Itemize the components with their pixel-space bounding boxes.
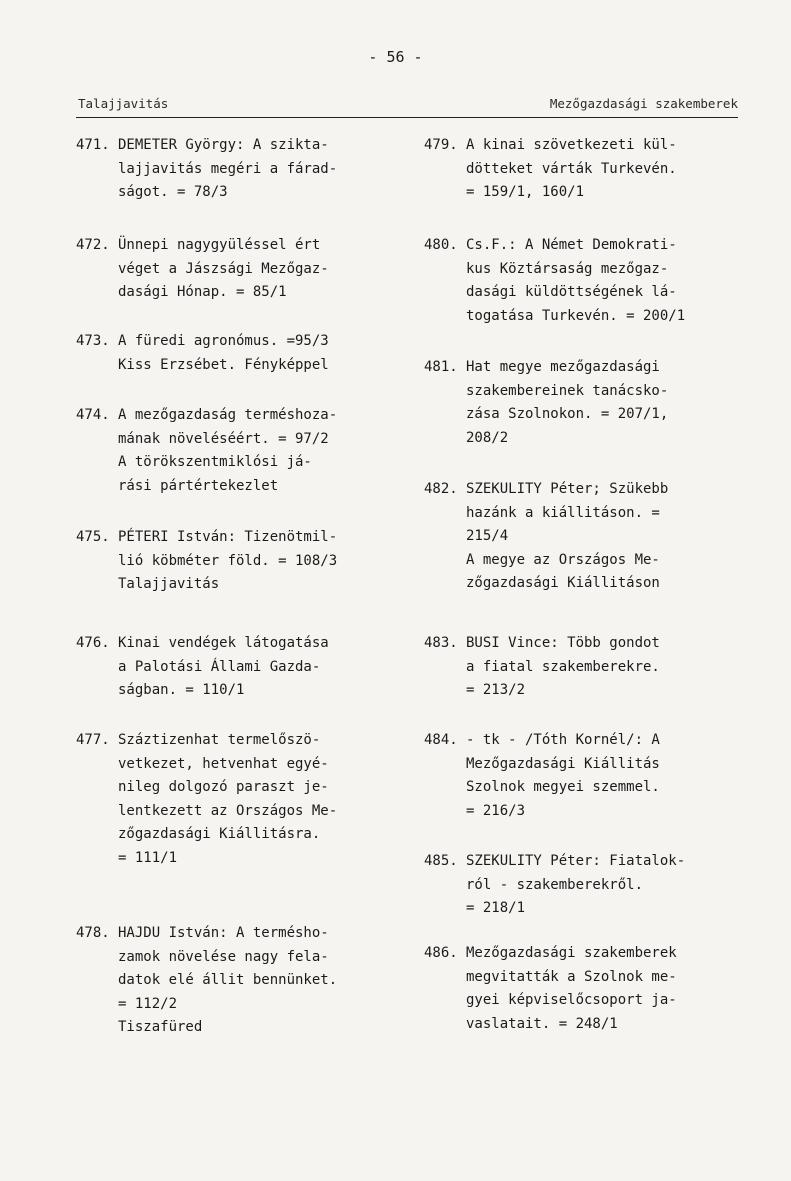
entry-number: 480. — [424, 237, 458, 253]
entry-number: 477. — [76, 732, 110, 748]
entry-473 — [76, 330, 329, 377]
entry-line: A kinai szövetkezeti kül- — [466, 137, 677, 153]
entry-line: 208/2 — [466, 429, 509, 446]
entry-line: Száztizenhat termelőszö- — [118, 732, 321, 748]
entry-number: 471. — [76, 137, 110, 153]
entry-line: mának növeléséért. = 97/2 — [118, 430, 329, 447]
entry-line: SZEKULITY Péter: Fiatalok- — [466, 853, 686, 869]
entry-note: A törökszentmiklósi já- — [118, 454, 312, 470]
entry-line: zása Szolnokon. = 207/1, — [466, 406, 669, 422]
entry-text — [118, 922, 337, 1040]
entry-482 — [424, 478, 668, 596]
entry-line: lentkezett az Országos Me- — [118, 802, 338, 819]
entry-number: 472. — [76, 237, 110, 253]
entry-number: 485. — [424, 853, 458, 869]
entry-478 — [76, 922, 337, 1040]
entry-number: 475. — [76, 529, 110, 545]
entry-line: lió köbméter föld. = 108/3 — [118, 552, 338, 569]
entry-line: A füredi agronómus. =95/3 — [118, 333, 329, 349]
entry-line: = 213/2 — [466, 682, 526, 698]
entry-line: A mezőgazdaság terméshoza- — [118, 407, 338, 423]
entry-line: - tk - /Tóth Kornél/: A — [466, 732, 660, 748]
entry-line: Szolnok megyei szemmel. — [466, 779, 660, 795]
entry-number: 482. — [424, 481, 458, 497]
entry-note: rási pártértekezlet — [118, 477, 279, 494]
entry-text — [118, 526, 337, 597]
entry-line: hazánk a kiállitáson. = — [466, 504, 660, 521]
entry-line: vetkezet, hetvenhat egyé- — [118, 755, 329, 772]
entry-note: zőgazdasági Kiállitáson — [466, 575, 660, 591]
entry-line: ról - szakemberekről. — [466, 876, 644, 893]
entry-text — [466, 478, 668, 596]
entry-line: nileg dolgozó paraszt je- — [118, 779, 329, 795]
entry-note: Tiszafüred — [118, 1019, 203, 1035]
entry-text — [118, 234, 329, 305]
page-number: - 56 - — [368, 48, 423, 66]
entry-line: szakembereinek tanácsko- — [466, 382, 669, 399]
entry-line: Cs.F.: A Német Demokrati- — [466, 237, 677, 253]
entry-480 — [424, 234, 685, 328]
header-divider — [76, 117, 738, 118]
entry-line: a fiatal szakemberekre. — [466, 658, 660, 675]
entry-472 — [76, 234, 329, 305]
entry-484 — [424, 729, 660, 823]
entry-number: 478. — [76, 925, 110, 941]
entry-text — [118, 632, 329, 703]
entry-text — [118, 404, 337, 498]
entry-text — [118, 729, 337, 870]
entry-line: = 112/2 — [118, 995, 178, 1012]
entry-474 — [76, 404, 337, 498]
entry-486 — [424, 942, 677, 1036]
entry-line: Mezőgazdasági Kiállitás — [466, 755, 660, 772]
entry-line: DEMETER György: A szikta- — [118, 137, 329, 153]
entry-line: zamok növelése nagy fela- — [118, 948, 329, 965]
entry-number: 476. — [76, 635, 110, 651]
entry-note: A megye az Országos Me- — [466, 551, 660, 568]
entry-number: 474. — [76, 407, 110, 423]
entry-number: 484. — [424, 732, 458, 748]
entry-line: = 111/1 — [118, 849, 178, 866]
entry-line: = 216/3 — [466, 802, 526, 819]
entry-485 — [424, 850, 685, 921]
header-right-title: Mezőgazdasági szakemberek — [549, 96, 738, 111]
entry-line: ságot. = 78/3 — [118, 184, 228, 200]
entry-text — [118, 330, 329, 377]
entry-number: 486. — [424, 945, 458, 961]
entry-text — [466, 850, 685, 921]
entry-line: SZEKULITY Péter; Szükebb — [466, 481, 669, 497]
entry-line: = 159/1, 160/1 — [466, 184, 585, 200]
entry-line: 215/4 — [466, 528, 509, 544]
entry-477 — [76, 729, 337, 870]
header-left-title: Talajjavitás — [78, 96, 169, 111]
entry-number: 479. — [424, 137, 458, 153]
entry-line: véget a Jászsági Mezőgaz- — [118, 260, 329, 277]
entry-line: = 218/1 — [466, 900, 526, 916]
entry-483 — [424, 632, 660, 703]
entry-number: 483. — [424, 635, 458, 651]
entry-note: Talajjavitás — [118, 576, 220, 592]
entry-text — [118, 134, 337, 205]
entry-line: lajjavitás megéri a fárad- — [118, 160, 338, 177]
entry-line: megvitatták a Szolnok me- — [466, 968, 677, 985]
entry-text — [466, 234, 685, 328]
entry-line: kus Köztársaság mezőgaz- — [466, 260, 669, 277]
entry-line: datok elé állit bennünket. — [118, 972, 338, 988]
entry-line: dasági küldöttségének lá- — [466, 284, 677, 300]
entry-line: gyei képviselőcsoport ja- — [466, 992, 677, 1008]
entry-text — [466, 729, 660, 823]
entry-number: 481. — [424, 359, 458, 375]
entry-line: a Palotási Állami Gazda- — [118, 658, 321, 675]
entry-line: Mezőgazdasági szakemberek — [466, 945, 677, 961]
entry-line: Ünnepi nagygyüléssel ért — [118, 237, 321, 253]
entry-line: Kinai vendégek látogatása — [118, 635, 329, 651]
entry-line: zőgazdasági Kiállitásra. — [118, 826, 321, 842]
entry-line: ságban. = 110/1 — [118, 682, 245, 698]
entry-line: vaslatait. = 248/1 — [466, 1015, 618, 1032]
entry-line: dasági Hónap. = 85/1 — [118, 284, 287, 300]
entry-line: togatása Turkevén. = 200/1 — [466, 307, 686, 324]
entry-line: Kiss Erzsébet. Fényképpel — [118, 356, 329, 373]
entry-475 — [76, 526, 337, 597]
entry-479 — [424, 134, 677, 205]
entry-line: HAJDU István: A terméshο- — [118, 925, 329, 941]
entry-line: BUSI Vince: Több gondot — [466, 635, 660, 651]
entry-line: Hat megye mezőgazdasági — [466, 359, 660, 375]
entry-481 — [424, 356, 668, 450]
entry-line: dötteket várták Turkevén. — [466, 160, 677, 177]
entry-number: 473. — [76, 333, 110, 349]
running-header — [78, 96, 738, 111]
entry-471 — [76, 134, 337, 205]
entry-text — [466, 356, 668, 450]
entry-text — [466, 134, 677, 205]
entry-line: PÉTERI István: Tizenötmil- — [118, 529, 338, 545]
entry-476 — [76, 632, 329, 703]
entry-text — [466, 632, 660, 703]
entry-text — [466, 942, 677, 1036]
